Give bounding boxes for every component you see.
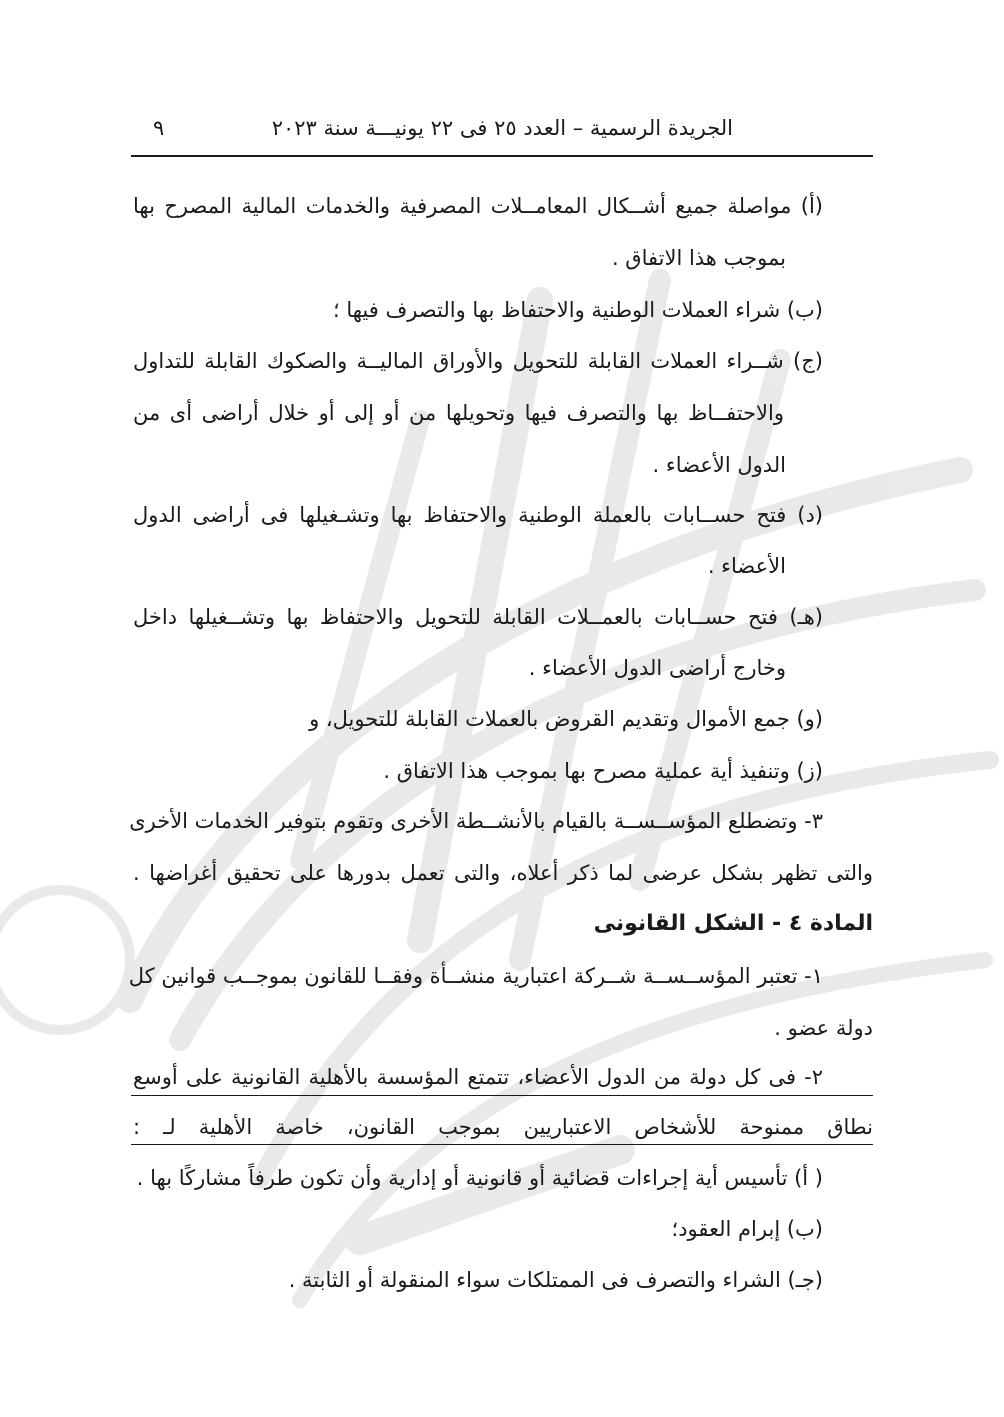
item-d-line-2: الأعضاء . [707, 554, 786, 578]
clause-2-item-c: (جـ) الشراء والتصرف فى الممتلكات سواء المنقولة أو الثابتة . [288, 1268, 823, 1292]
item-a-line-1: (أ) مواصلة جميع أشــكال المعامــلات المصرفية والخدمات المالية المصرح بها [133, 194, 823, 218]
item-a-line-2: بموجب هذا الاتفاق . [611, 246, 786, 270]
item-d-line-1: (د) فتح حســابات بالعملة الوطنية والاحتفاظ بها وتشـغيلها فى أراضى الدول [133, 503, 823, 527]
clause-3-line-1: ٣- وتضطلع المؤســســة بالقيام بالأنشــطة الأخرى وتقوم بتوفير الخدمات الأخرى [129, 809, 823, 833]
page-header [133, 112, 873, 154]
clause-2-line-2: نطاق ممنوحة للأشخاص الاعتباريين بموجب القانون، خاصة الأهلية لـ : [133, 1115, 873, 1139]
clause-3-line-2: والتى تظهر بشكل عرضى لما ذكر أعلاه، والتى تعمل بدورها على تحقيق أغراضها . [133, 861, 873, 885]
article-4-heading: المادة ٤ - الشكل القانونى [593, 911, 873, 936]
clause-2-line-1: ٢- فى كل دولة من الدول الأعضاء، تتمتع المؤسسة بالأهلية القانونية على أوسع [133, 1065, 823, 1089]
header-divider [131, 155, 873, 157]
page-number: ٩ [153, 116, 165, 140]
item-c-line-1: (ج) شــراء العملات القابلة للتحويل والأوراق الماليــة والصكوك القابلة للتداول [133, 349, 823, 373]
item-f: (و) جمع الأموال وتقديم القروض بالعملات القابلة للتحويل، و [309, 707, 823, 731]
underline [131, 1095, 873, 1096]
item-c-line-2: والاحتفــاظ بها والتصرف فيها وتحويلها من أو إلى أو خلال أراضى أى من [133, 401, 784, 425]
gazette-title: الجريدة الرسمية – العدد ٢٥ فى ٢٢ يونيـــة سنة ٢٠٢٣ [271, 116, 733, 140]
clause-2-item-b: (ب) إبرام العقود؛ [671, 1217, 823, 1241]
clause-2-item-a: ( أ) تأسيس أية إجراءات قضائية أو قانونية أو إدارية وأن تكون طرفاً مشاركًا بها . [136, 1166, 823, 1190]
item-c-line-3: الدول الأعضاء . [652, 453, 786, 477]
item-e-line-2: وخارج أراضى الدول الأعضاء . [528, 656, 786, 680]
item-b: (ب) شراء العملات الوطنية والاحتفاظ بها والتصرف فيها ؛ [332, 298, 823, 322]
clause-1-line-1: ١- تعتبر المؤســســة شــركة اعتبارية منشــأة وفقــا للقانون بموجــب قوانين كل [128, 964, 823, 988]
clause-1-line-2: دولة عضو . [774, 1016, 873, 1040]
item-g: (ز) وتنفيذ أية عملية مصرح بها بموجب هذا الاتفاق . [383, 759, 823, 783]
item-e-line-1: (هـ) فتح حســابات بالعمــلات القابلة للتحويل والاحتفاظ بها وتشــغيلها داخل [133, 605, 823, 629]
underline [131, 1144, 873, 1145]
